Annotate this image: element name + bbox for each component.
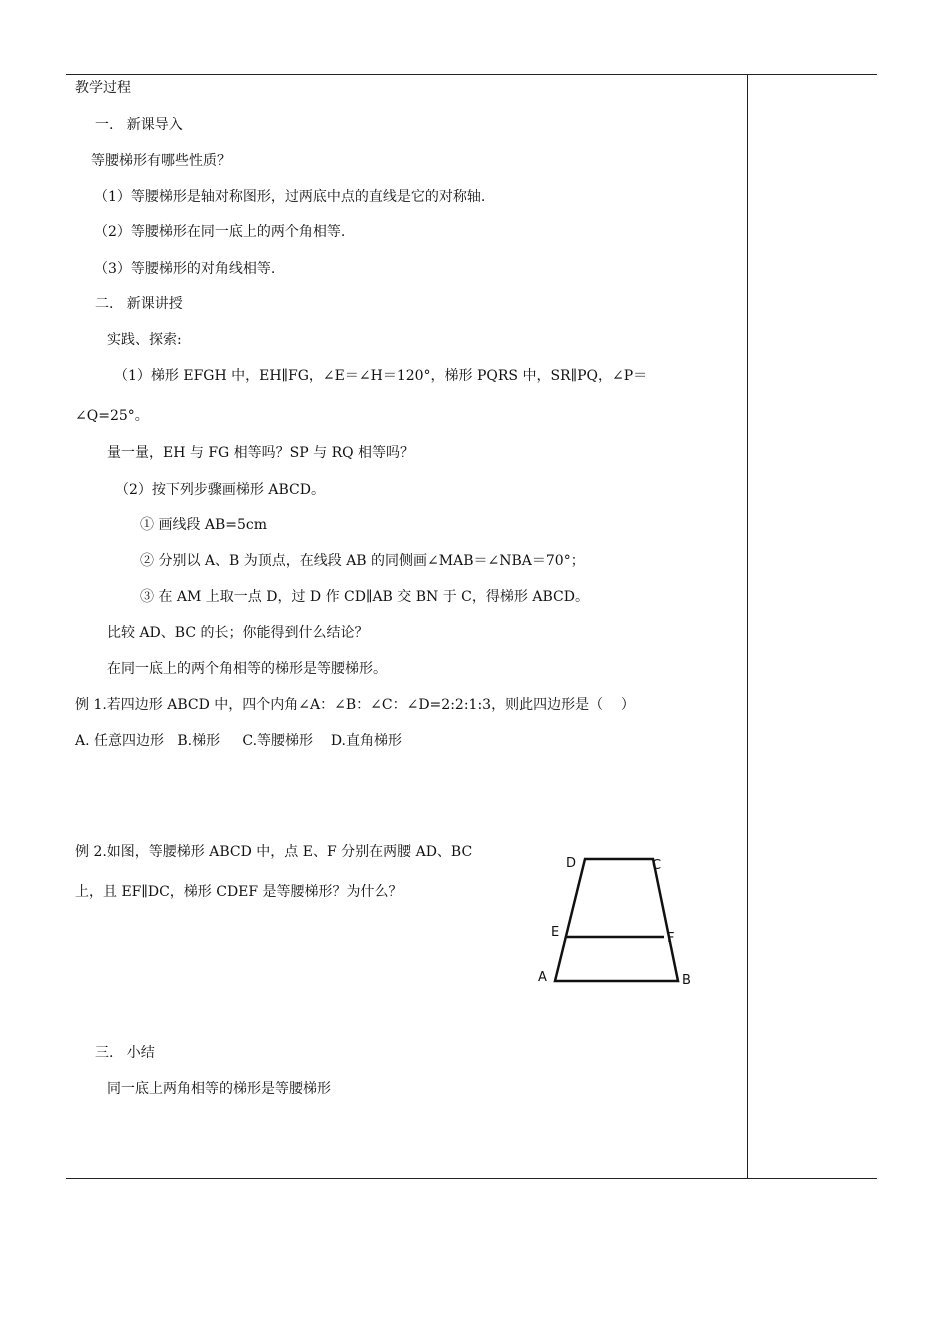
section-3-heading: 三. 小结 [95, 1045, 155, 1061]
label-e: E [551, 925, 560, 940]
label-f: F [667, 931, 675, 946]
example-1: 例 1.若四边形 ABCD 中，四个内角∠A：∠B：∠C：∠D=2:2:1:3，则此四边形是（ ） [75, 697, 635, 713]
question-2: （2）按下列步骤画梯形 ABCD。 [115, 482, 325, 498]
example-1-options: A. 任意四边形 B.梯形 C.等腰梯形 D.直角梯形 [75, 733, 402, 749]
section-2-heading: 二. 新课讲授 [95, 296, 183, 312]
label-c: C [652, 858, 662, 873]
section-1-heading: 一. 新课导入 [95, 117, 183, 133]
step-2: ② 分别以 A、B 为顶点，在线段 AB 的同侧画∠MAB＝∠NBA＝70°； [140, 553, 585, 569]
property-3: （3）等腰梯形的对角线相等. [94, 261, 276, 277]
summary: 同一底上两角相等的梯形是等腰梯形 [107, 1081, 331, 1097]
example-2-line-2: 上，且 EF∥DC，梯形 CDEF 是等腰梯形？为什么？ [75, 884, 403, 900]
trapezoid-figure [535, 848, 695, 988]
step-1: ① 画线段 AB=5cm [140, 517, 268, 533]
step-3: ③ 在 AM 上取一点 D，过 D 作 CD∥AB 交 BN 于 C，得梯形 ABCD。 [140, 589, 589, 605]
table-column-divider [747, 74, 748, 1179]
label-b: B [682, 973, 691, 988]
example-2-line-1: 例 2.如图，等腰梯形 ABCD 中，点 E、F 分别在两腰 AD、BC [75, 844, 473, 860]
compare-question: 比较 AD、BC 的长；你能得到什么结论？ [107, 625, 369, 641]
section-1-question: 等腰梯形有哪些性质？ [91, 153, 231, 169]
property-1: （1）等腰梯形是轴对称图形，过两底中点的直线是它的对称轴. [94, 189, 486, 205]
conclusion: 在同一底上的两个角相等的梯形是等腰梯形。 [107, 661, 387, 677]
question-1-line-1: （1）梯形 EFGH 中，EH∥FG，∠E＝∠H＝120°，梯形 PQRS 中，SR∥PQ，∠P＝ [114, 368, 648, 384]
section-header: 教学过程 [75, 80, 131, 96]
measure-question: 量一量，EH 与 FG 相等吗？SP 与 RQ 相等吗？ [107, 445, 415, 461]
explore-label: 实践、探索: [107, 332, 182, 348]
label-d: D [566, 856, 577, 871]
trapezoid-abcd [555, 859, 678, 981]
table-top-border [66, 74, 877, 75]
question-1-line-2: ∠Q=25°。 [75, 408, 149, 424]
label-a: A [538, 970, 547, 985]
table-bottom-border [66, 1178, 877, 1179]
property-2: （2）等腰梯形在同一底上的两个角相等. [94, 224, 346, 240]
